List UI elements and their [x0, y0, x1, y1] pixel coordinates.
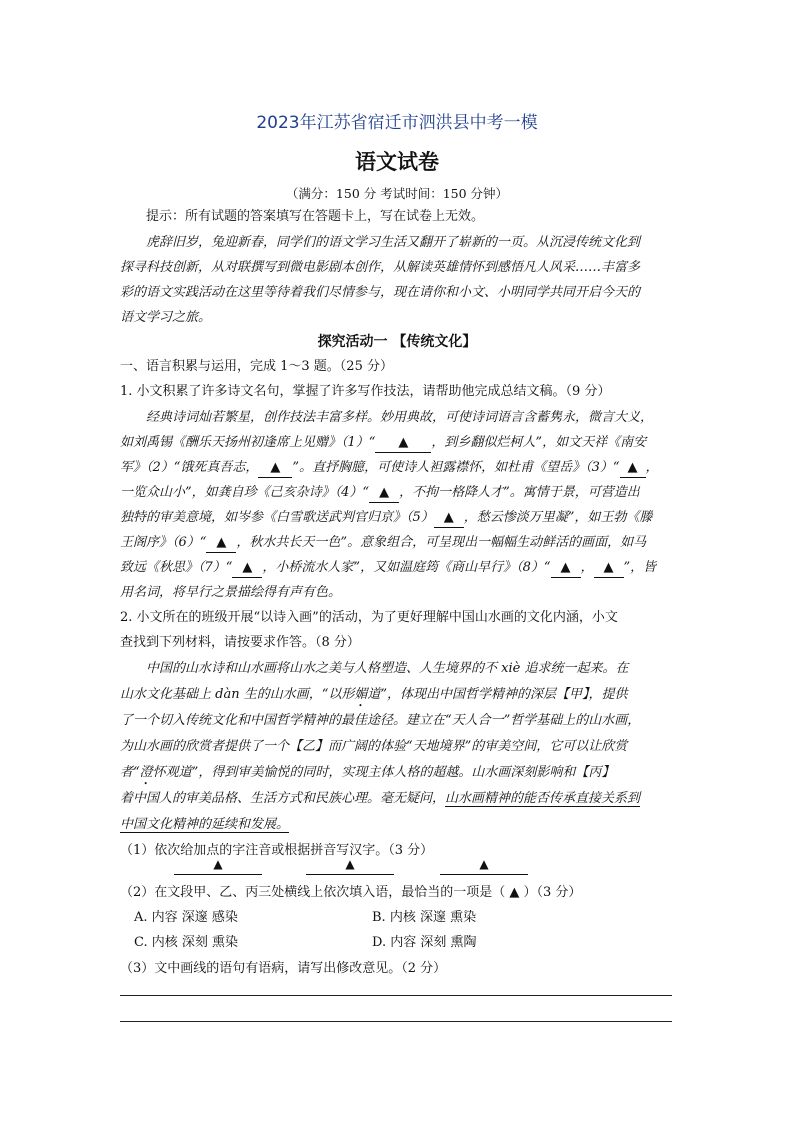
q2-sub3: （3）文中画线的语句有语病，请写出修改意见。（2 分）	[120, 961, 447, 976]
answer-blank[interactable]: ▲	[375, 434, 431, 453]
answer-blank[interactable]: ▲	[232, 559, 262, 578]
answer-line[interactable]	[120, 995, 672, 996]
q1-line: 致远《秋思》（7）“ ▲ ，小桥流水人家”，又如温庭筠《商山早行》（8）“ ▲ ， ▲ ”，皆	[120, 559, 656, 578]
q2-stem: 2. 小文所在的班级开展“以诗入画”的活动，为了更好理解中国山水画的文化内涵，小文	[120, 610, 618, 625]
pinyin-answer-blank[interactable]: ▲	[174, 856, 262, 875]
exam-tip: 提示：所有试题的答案填写在答题卡上，写在试卷上无效。	[146, 209, 485, 224]
exam-title: 2023年江苏省宿迁市泗洪县中考一模	[256, 113, 538, 133]
answer-blank[interactable]: ▲	[434, 509, 464, 528]
pinyin-answer-blank[interactable]: ▲	[306, 856, 394, 875]
q2-line: 者“澄怀观道”，得到审美愉悦的同时，实现主体人格的超越。山水画深刻影响和【丙】	[120, 765, 615, 780]
q1-stem: 1. 小文积累了许多诗文名句，掌握了许多写作技法，请帮助他完成总结文稿。（9 分）	[120, 384, 611, 399]
underlined-sentence: 中国文化精神的延续和发展。	[120, 817, 290, 832]
section-heading: 探究活动一 【传统文化】	[317, 334, 477, 350]
part-heading: 一、语言积累与运用，完成 1～3 题。（25 分）	[120, 359, 393, 374]
intro-line: 彩的语文实践活动在这里等待着我们尽情参与，现在请你和小文、小明同学共同开启今天的	[120, 285, 641, 300]
intro-line: 虎辞旧岁，兔迎新春，同学们的语文学习生活又翻开了崭新的一页。从沉浸传统文化到	[146, 235, 641, 250]
q2-sub2: （2）在文段甲、乙、丙三处横线上依次填入语，最恰当的一项是（ ▲ ）（3 分）	[120, 885, 582, 900]
option-b[interactable]: B. 内核 深邃 熏染	[372, 910, 477, 925]
q2-sub1: （1）依次给加点的字注音或根据拼音写汉字。（3 分）	[120, 843, 434, 858]
pinyin-answer-blank[interactable]: ▲	[440, 856, 528, 875]
answer-blank[interactable]: ▲	[551, 559, 581, 578]
q2-line: 了一个切入传统文化和中国哲学精神的最佳途径。建立在“天人合一”哲学基础上的山水画，	[120, 713, 641, 728]
dotted-char: 媚	[354, 687, 368, 702]
q1-line: 用名词，将早行之景描绘得有声有色。	[120, 585, 342, 600]
q2-stem: 查找到下列材料，请按要求作答。（8 分）	[120, 635, 360, 650]
answer-blank[interactable]: ▲	[258, 459, 292, 478]
intro-line: 语文学习之旅。	[120, 310, 212, 325]
q1-line: 王阁序》（6）“ ▲ ，秋水共长天一色”。意象组合，可呈现出一幅幅生动鲜活的画面，如马	[120, 534, 646, 553]
q1-line: 独特的审美意境，如岑参《白雪歌送武判官归京》（5） ▲ ，愁云惨淡万里凝”，如王勃《滕	[120, 509, 652, 528]
exam-meta: （满分：150 分 考试时间：150 分钟）	[285, 186, 509, 201]
q2-line	[120, 816, 289, 834]
q1-line: 经典诗词灿若繁星，创作技法丰富多样。妙用典故，可使诗词语言含蓄隽永，微言大义，	[146, 410, 654, 425]
option-a[interactable]: A. 内容 深邃 感染	[134, 910, 238, 925]
underlined-sentence: 山水画精神的能否传承直接关系到	[445, 791, 641, 806]
answer-blank[interactable]: ▲	[369, 484, 399, 503]
answer-blank[interactable]: ▲	[594, 559, 624, 578]
q1-line: 如刘禹锡《酬乐天扬州初逢席上见赠》（1）“ ▲ ，到乡翻似烂柯人”，如文天祥《南安	[120, 434, 646, 453]
option-c[interactable]: C. 内核 深刻 熏染	[134, 935, 239, 950]
intro-line: 探寻科技创新，从对联撰写到微电影剧本创作，从解读英雄情怀到感悟凡人风采……丰富多	[120, 260, 641, 275]
answer-blank[interactable]: ▲	[620, 459, 646, 478]
q1-line: 一览众山小”，如龚自珍《己亥杂诗》（4）“ ▲ ，不拘一格降人才”。寓情于景，可营造出	[120, 484, 640, 503]
answer-line[interactable]	[120, 1021, 672, 1022]
q1-line: 军》（2）“饿死真吾志， ▲ ”。直抒胸臆，可使诗人袒露襟怀，如杜甫《望岳》（3）“ ▲ ，	[120, 459, 659, 478]
q2-line: 中国的山水诗和山水画将山水之美与人格塑造、人生境界的不 xiè 追求统一起来。在	[146, 661, 629, 676]
q2-line: 山水文化基础上 dàn 生的山水画，“以形媚道”，体现出中国哲学精神的深层【甲】，提供	[120, 687, 628, 702]
q2-line: 着中国人的审美品格、生活方式和民族心理。毫无疑问，山水画精神的能否传承直接关系到	[120, 791, 641, 806]
answer-blank[interactable]: ▲	[206, 534, 236, 553]
dotted-char: 澄	[139, 765, 153, 780]
exam-subtitle: 语文试卷	[355, 150, 439, 174]
q2-line: 为山水画的欣赏者提供了一个【乙】而广阔的体验“天地境界”的审美空间，它可以让欣赏	[120, 739, 628, 754]
option-d[interactable]: D. 内容 深刻 熏陶	[372, 935, 477, 950]
